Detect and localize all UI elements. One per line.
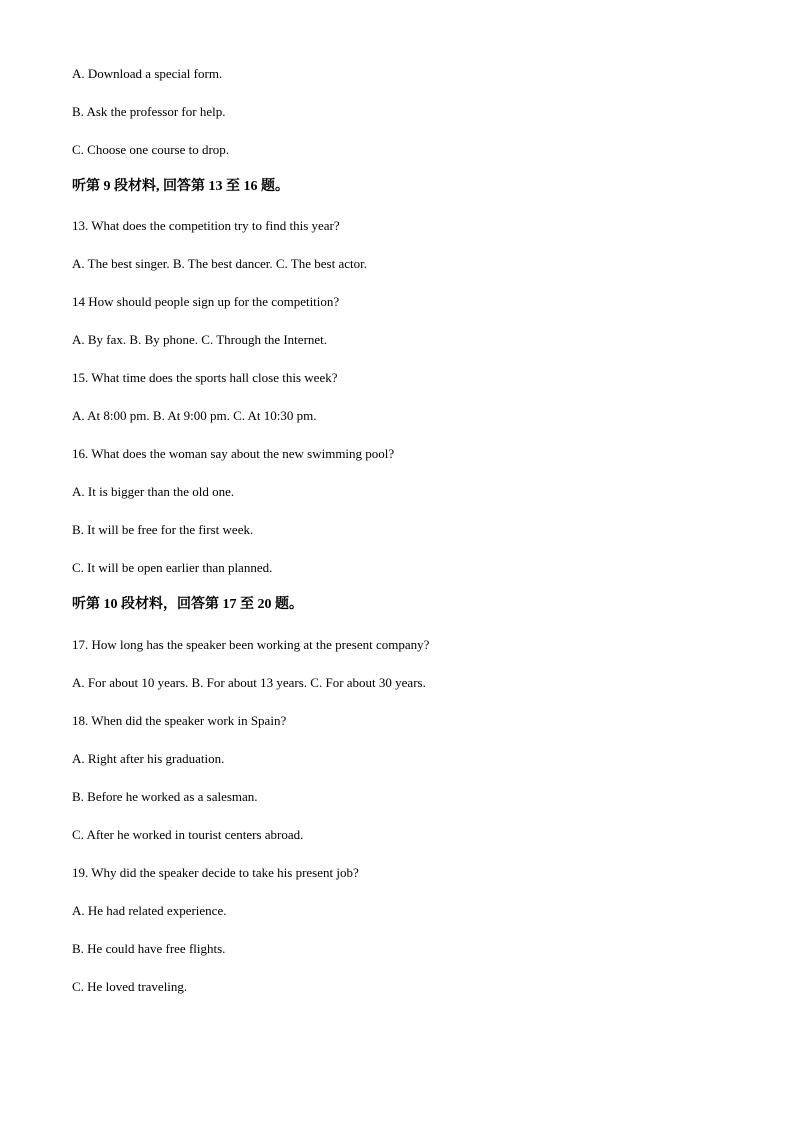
option-16c: C. It will be open earlier than planned. [72,560,273,575]
section-heading-9: 听第 9 段材料, 回答第 13 至 16 题。 [72,179,289,194]
option-19a: A. He had related experience. [72,903,227,918]
question-15: 15. What time does the sports hall close this week? [72,370,338,385]
question-17: 17. How long has the speaker been working at the present company? [72,637,430,652]
question-18: 18. When did the speaker work in Spain? [72,713,287,728]
option-16b: B. It will be free for the first week. [72,522,254,537]
question-14: 14 How should people sign up for the competition? [72,294,340,309]
section-heading-10: 听第 10 段材料，回答第 17 至 20 题。 [72,597,303,612]
option-18b: B. Before he worked as a salesman. [72,789,258,804]
options-15: A. At 8:00 pm. B. At 9:00 pm. C. At 10:30 pm. [72,408,317,423]
option-19c: C. He loved traveling. [72,979,188,994]
option-18c: C. After he worked in tourist centers abroad. [72,827,304,842]
option-12a: A. Download a special form. [72,66,223,81]
question-16: 16. What does the woman say about the new swimming pool? [72,446,395,461]
question-19: 19. Why did the speaker decide to take his present job? [72,865,359,880]
option-12b: B. Ask the professor for help. [72,104,226,119]
option-18a: A. Right after his graduation. [72,751,225,766]
options-17: A. For about 10 years. B. For about 13 years. C. For about 30 years. [72,675,426,690]
options-14: A. By fax. B. By phone. C. Through the Internet. [72,332,328,347]
options-13: A. The best singer. B. The best dancer. C. The best actor. [72,256,367,271]
option-16a: A. It is bigger than the old one. [72,484,235,499]
option-12c: C. Choose one course to drop. [72,142,230,157]
option-19b: B. He could have free flights. [72,941,226,956]
question-13: 13. What does the competition try to find this year? [72,218,340,233]
